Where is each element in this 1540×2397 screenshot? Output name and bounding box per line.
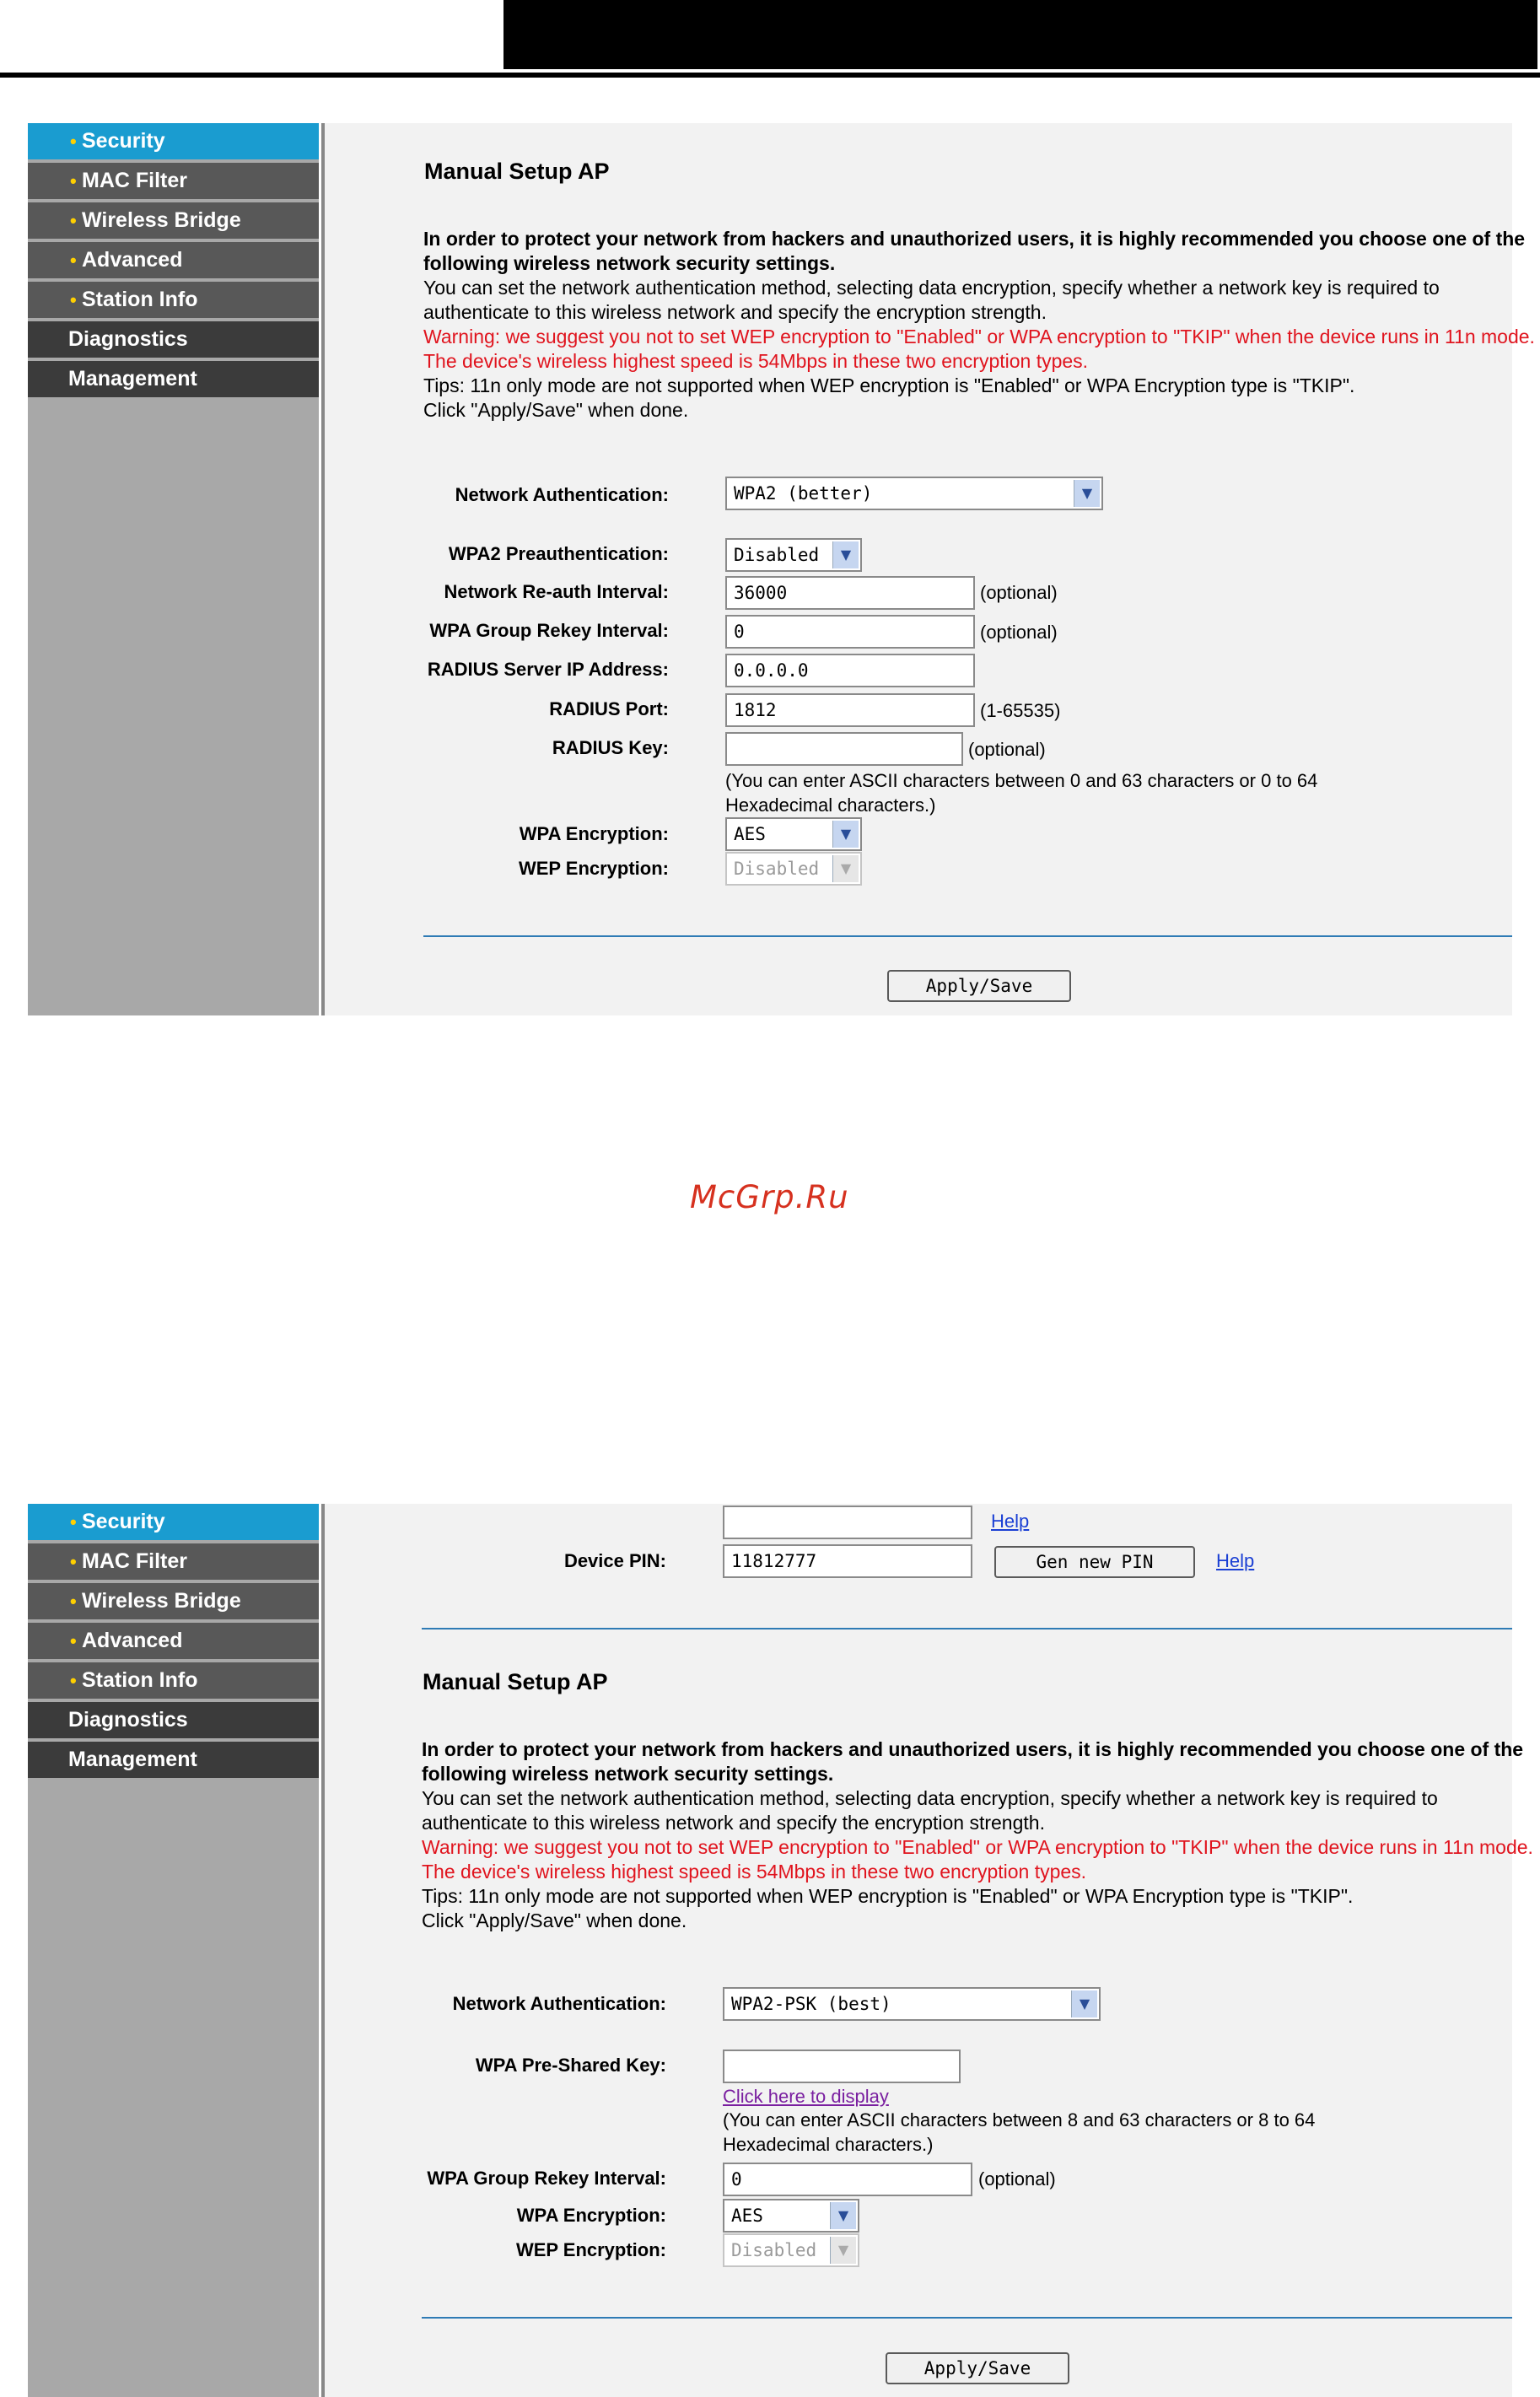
rekey-label: WPA Group Rekey Interval: <box>429 620 669 641</box>
divider <box>423 935 1512 937</box>
warning-text: Warning: we suggest you not to set WEP encryption to "Enabled" or WPA encryption to "TKIP" when the device runs in 11n mode. The device's wireless highest speed is 54Mbps in these two encryption types. <box>422 1836 1533 1883</box>
click-to-display-link[interactable]: Click here to display <box>723 2086 889 2107</box>
wpa-encryption-label: WPA Encryption: <box>516 2205 666 2226</box>
optional-hint: (optional) <box>980 582 1058 603</box>
sidebar-item-station-info[interactable]: • Station Info <box>28 282 319 318</box>
sidebar-nav <box>28 1504 319 1781</box>
header-rule <box>0 73 1540 78</box>
tips-text: Tips: 11n only mode are not supported when WEP encryption is "Enabled" or WPA Encryption type is "TKIP". <box>423 374 1355 396</box>
wpa-encryption-select[interactable]: AES ▼ <box>725 817 862 851</box>
header-black-bar <box>503 0 1537 69</box>
preauth-select[interactable]: Disabled ▼ <box>725 538 862 572</box>
wpa-encryption-label: WPA Encryption: <box>519 823 669 844</box>
preauth-label: WPA2 Preauthentication: <box>448 543 669 564</box>
page-title: Manual Setup AP <box>424 159 610 184</box>
psk-input[interactable] <box>723 2050 961 2083</box>
bullet-icon: • <box>70 1551 77 1572</box>
wep-encryption-select: Disabled ▼ <box>725 852 862 886</box>
watermark: McGrp.Ru <box>690 1179 849 1215</box>
bullet-icon: • <box>70 170 77 191</box>
radius-ip-label: RADIUS Server IP Address: <box>427 659 669 680</box>
apply-save-button[interactable]: Apply/Save <box>887 970 1071 1002</box>
radius-key-input[interactable] <box>725 732 963 766</box>
wep-encryption-label: WEP Encryption: <box>515 2239 666 2260</box>
sidebar-item-wireless-bridge[interactable]: • Wireless Bridge <box>28 202 319 239</box>
help-link[interactable]: Help <box>991 1511 1030 1532</box>
tips-text: Tips: 11n only mode are not supported when WEP encryption is "Enabled" or WPA Encryption type is "TKIP". <box>422 1885 1354 1907</box>
network-auth-select[interactable]: WPA2 (better) ▼ <box>725 477 1103 510</box>
sidebar-item-diagnostics[interactable]: Diagnostics <box>28 1702 319 1738</box>
radius-port-label: RADIUS Port: <box>549 698 669 719</box>
optional-hint: (optional) <box>980 622 1058 643</box>
sidebar-item-management[interactable]: Management <box>28 1742 319 1778</box>
sidebar-nav <box>28 123 319 401</box>
sidebar-item-advanced[interactable]: • Advanced <box>28 1623 319 1659</box>
optional-hint: (optional) <box>978 2168 1056 2190</box>
bullet-icon: • <box>70 210 77 231</box>
apply-save-button[interactable]: Apply/Save <box>886 2352 1069 2384</box>
port-range-hint: (1-65535) <box>980 700 1061 721</box>
wep-encryption-label: WEP Encryption: <box>518 858 669 879</box>
sidebar-item-security[interactable]: • Security <box>28 1504 319 1540</box>
screenshot-wpa2-psk <box>28 1504 1533 2397</box>
help-link[interactable]: Help <box>1216 1550 1255 1571</box>
sidebar-item-mac-filter[interactable]: • MAC Filter <box>28 163 319 199</box>
bullet-icon: • <box>70 1630 77 1651</box>
screenshot-wpa2 <box>28 123 1535 1015</box>
divider <box>422 2317 1512 2319</box>
device-pin-label: Device PIN: <box>563 1550 666 1571</box>
sidebar-item-advanced[interactable]: • Advanced <box>28 242 319 278</box>
chevron-down-icon: ▼ <box>832 855 859 882</box>
intro-text: In order to protect your network from hackers and unauthorized users, it is highly recommended you choose one of the following wireless network security settings. You can set the network authentication method, selecting data encryption, specify whether a network key is required to authenticate to this wireless network and specify the encryption strength. Warning: we suggest you not to set WEP encryption to "Enabled" or WPA encryption to "TKIP" when the device runs in 11n mode. The device's wireless highest speed is 54Mbps in these two encryption types. Tips: 11n only mode are not supported when WEP encryption is "Enabled" or WPA Encryption type is "TKIP". Click "Apply/Save" when done. <box>423 228 1535 421</box>
wep-encryption-select: Disabled ▼ <box>723 2233 859 2267</box>
sidebar-item-security[interactable]: • Security <box>28 123 319 159</box>
radius-key-label: RADIUS Key: <box>552 737 669 758</box>
page-title: Manual Setup AP <box>423 1669 608 1694</box>
bullet-icon: • <box>70 1670 77 1691</box>
chevron-down-icon: ▼ <box>832 821 859 848</box>
bullet-icon: • <box>70 131 77 152</box>
network-auth-label: Network Authentication: <box>452 1993 666 2014</box>
bullet-icon: • <box>70 1511 77 1532</box>
sidebar-item-mac-filter[interactable]: • MAC Filter <box>28 1543 319 1580</box>
divider <box>422 1628 1512 1629</box>
intro-text: In order to protect your network from hackers and unauthorized users, it is highly recommended you choose one of the following wireless network security settings. You can set the network authentication method, selecting data encryption, specify whether a network key is required to authenticate to this wireless network and specify the encryption strength. Warning: we suggest you not to set WEP encryption to "Enabled" or WPA encryption to "TKIP" when the device runs in 11n mode. The device's wireless highest speed is 54Mbps in these two encryption types. Tips: 11n only mode are not supported when WEP encryption is "Enabled" or WPA Encryption type is "TKIP". Click "Apply/Save" when done. <box>422 1738 1533 1931</box>
chevron-down-icon: ▼ <box>1074 480 1100 507</box>
radius-port-input[interactable]: 1812 <box>725 693 975 727</box>
bullet-icon: • <box>70 289 77 310</box>
warning-text: Warning: we suggest you not to set WEP encryption to "Enabled" or WPA encryption to "TKIP" when the device runs in 11n mode. The device's wireless highest speed is 54Mbps in these two encryption types. <box>423 326 1535 372</box>
wps-input[interactable] <box>723 1506 972 1539</box>
chevron-down-icon: ▼ <box>1071 1990 1097 2017</box>
chevron-down-icon: ▼ <box>830 2202 856 2229</box>
sidebar-item-management[interactable]: Management <box>28 361 319 397</box>
wpa-encryption-select[interactable]: AES ▼ <box>723 2199 859 2233</box>
rekey-input[interactable]: 0 <box>725 615 975 649</box>
bullet-icon: • <box>70 1591 77 1612</box>
reauth-input[interactable]: 36000 <box>725 576 975 610</box>
device-pin-input[interactable]: 11812777 <box>723 1544 972 1578</box>
optional-hint: (optional) <box>968 739 1046 760</box>
network-auth-label: Network Authentication: <box>455 484 669 505</box>
main-content <box>325 1504 1533 2397</box>
chevron-down-icon: ▼ <box>830 2237 856 2264</box>
sidebar-item-wireless-bridge[interactable]: • Wireless Bridge <box>28 1583 319 1619</box>
psk-label: WPA Pre-Shared Key: <box>475 2055 666 2076</box>
sidebar-item-diagnostics[interactable]: Diagnostics <box>28 321 319 358</box>
main-content <box>325 123 1535 1015</box>
psk-note: (You can enter ASCII characters between 8 and 63 characters or 8 to 64 Hexadecimal characters.) <box>723 2109 1316 2155</box>
radius-key-note: (You can enter ASCII characters between 0 and 63 characters or 0 to 64 Hexadecimal characters.) <box>725 770 1318 816</box>
rekey-input[interactable]: 0 <box>723 2163 972 2196</box>
gen-new-pin-button[interactable]: Gen new PIN <box>994 1546 1195 1578</box>
sidebar-item-station-info[interactable]: • Station Info <box>28 1662 319 1699</box>
network-auth-select[interactable]: WPA2-PSK (best) ▼ <box>723 1987 1101 2021</box>
reauth-label: Network Re-auth Interval: <box>444 581 669 602</box>
chevron-down-icon: ▼ <box>832 541 859 568</box>
rekey-label: WPA Group Rekey Interval: <box>427 2168 666 2189</box>
bullet-icon: • <box>70 250 77 271</box>
radius-ip-input[interactable]: 0.0.0.0 <box>725 654 975 687</box>
